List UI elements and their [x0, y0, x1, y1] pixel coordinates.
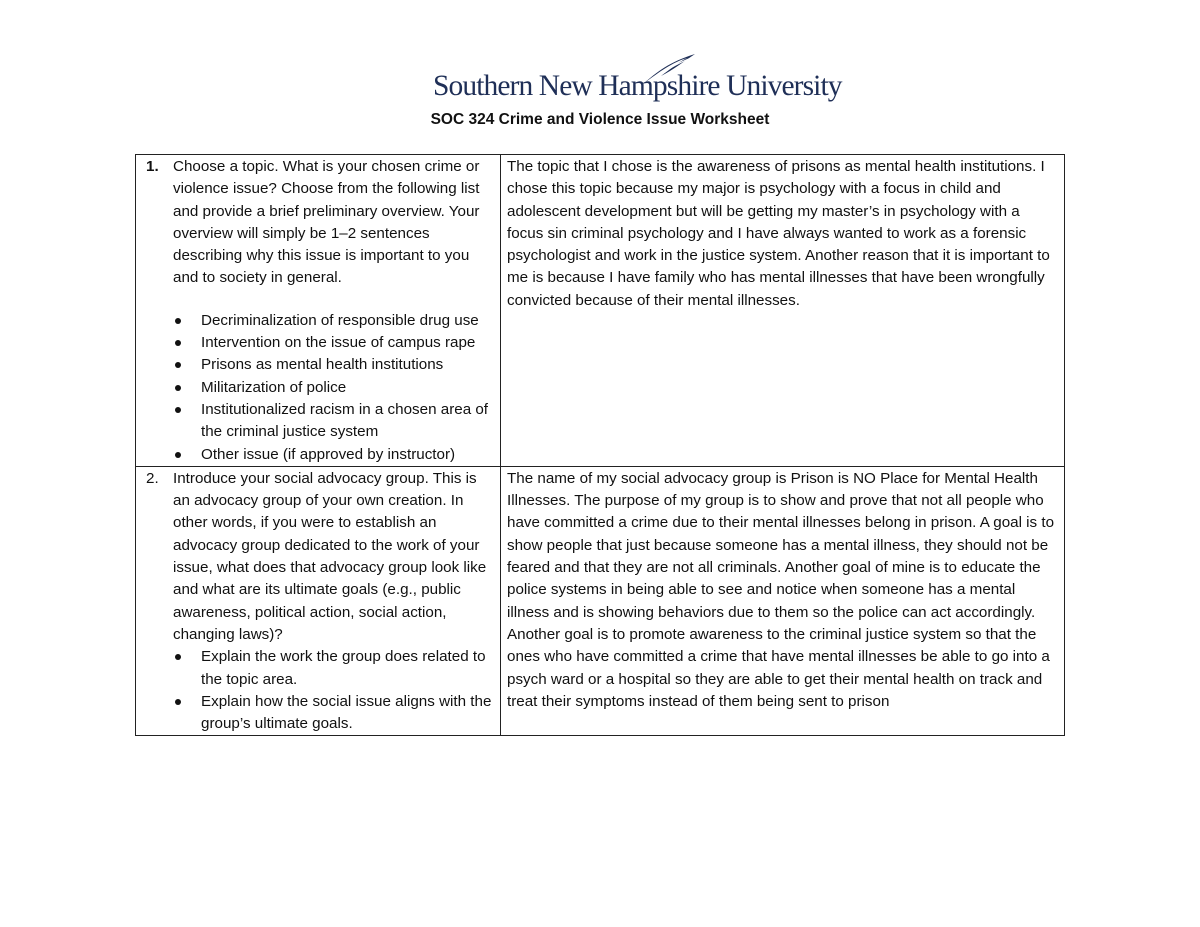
answer-text: The topic that I chose is the awareness of prisons as mental health institutions. I chose this topic because my major is psychology with a focus in child and adolescent development but will be getting my master’s in psychology with a focus sin criminal psychology and I have always wanted to work as a forensic psychologist and work in the justice system. Another reason that it is important to me is because I have family who has mental illnesses that have been wrongfully convicted because of their mental illnesses.	[507, 158, 1050, 309]
answer-cell	[501, 466, 1065, 736]
list-item: Explain the work the group does related to the topic area.	[173, 646, 494, 691]
question-number: 2.	[146, 469, 159, 487]
bullet-icon	[175, 340, 181, 346]
question-cell	[136, 155, 501, 467]
instruction-list	[173, 646, 494, 735]
question-number: 1.	[146, 158, 159, 175]
worksheet-table	[135, 154, 1065, 736]
worksheet-title: SOC 324 Crime and Violence Issue Worksheet	[430, 111, 770, 128]
list-item: Decriminalization of responsible drug use	[173, 310, 494, 332]
bullet-icon	[175, 318, 181, 324]
table-row	[136, 155, 1065, 467]
list-item: Explain how the social issue aligns with the group’s ultimate goals.	[173, 691, 494, 736]
list-item: Other issue (if approved by instructor)	[173, 444, 494, 466]
table-row	[136, 466, 1065, 736]
question-cell	[136, 466, 501, 736]
bullet-icon	[175, 452, 181, 458]
bullet-icon	[175, 385, 181, 391]
answer-cell	[501, 155, 1065, 467]
bullet-icon	[175, 699, 181, 705]
list-item: Militarization of police	[173, 377, 494, 399]
question-prompt: Introduce your social advocacy group. This is an advocacy group of your own creation. In other words, if you were to establish an advocacy group dedicated to the work of your issue, what does that advocacy group look like and what are its ultimate goals (e.g., public awareness, political action, social action, changing laws)?	[173, 469, 487, 643]
bullet-icon	[175, 362, 181, 368]
list-item: Intervention on the issue of campus rape	[173, 332, 494, 354]
university-name: Southern New Hampshire University	[433, 70, 842, 102]
answer-text: The name of my social advocacy group is Prison is NO Place for Mental Health Illnesses. The purpose of my group is to show and prove that not all people who have committed a crime due to their mental illnesses belong in prison. A goal is to show people that just because someone has a mental illness, they should not be feared and that they are not all criminals. Another goal of mine is to educate the police systems in being able to see and notice when someone has a mental illness and is showing behaviors due to them so the police can act accordingly. Another goal is to promote awareness to the criminal justice system so that the ones who have committed a crime that have mental illnesses be able to go into a psych ward or a hospital so they are able to get their mental health on track and treat their symptoms instead of them being sent to prison	[507, 469, 1055, 710]
bullet-icon	[175, 654, 181, 660]
list-item: Institutionalized racism in a chosen area of the criminal justice system	[173, 399, 494, 444]
list-item: Prisons as mental health institutions	[173, 354, 494, 376]
question-prompt: Choose a topic. What is your chosen crime or violence issue? Choose from the following list and provide a brief preliminary overview. Your overview will simply be 1–2 sentences describing why this issue is important to you and to society in general.	[173, 158, 480, 287]
university-logo	[433, 58, 842, 108]
topic-list	[173, 310, 494, 466]
bullet-icon	[175, 407, 181, 413]
